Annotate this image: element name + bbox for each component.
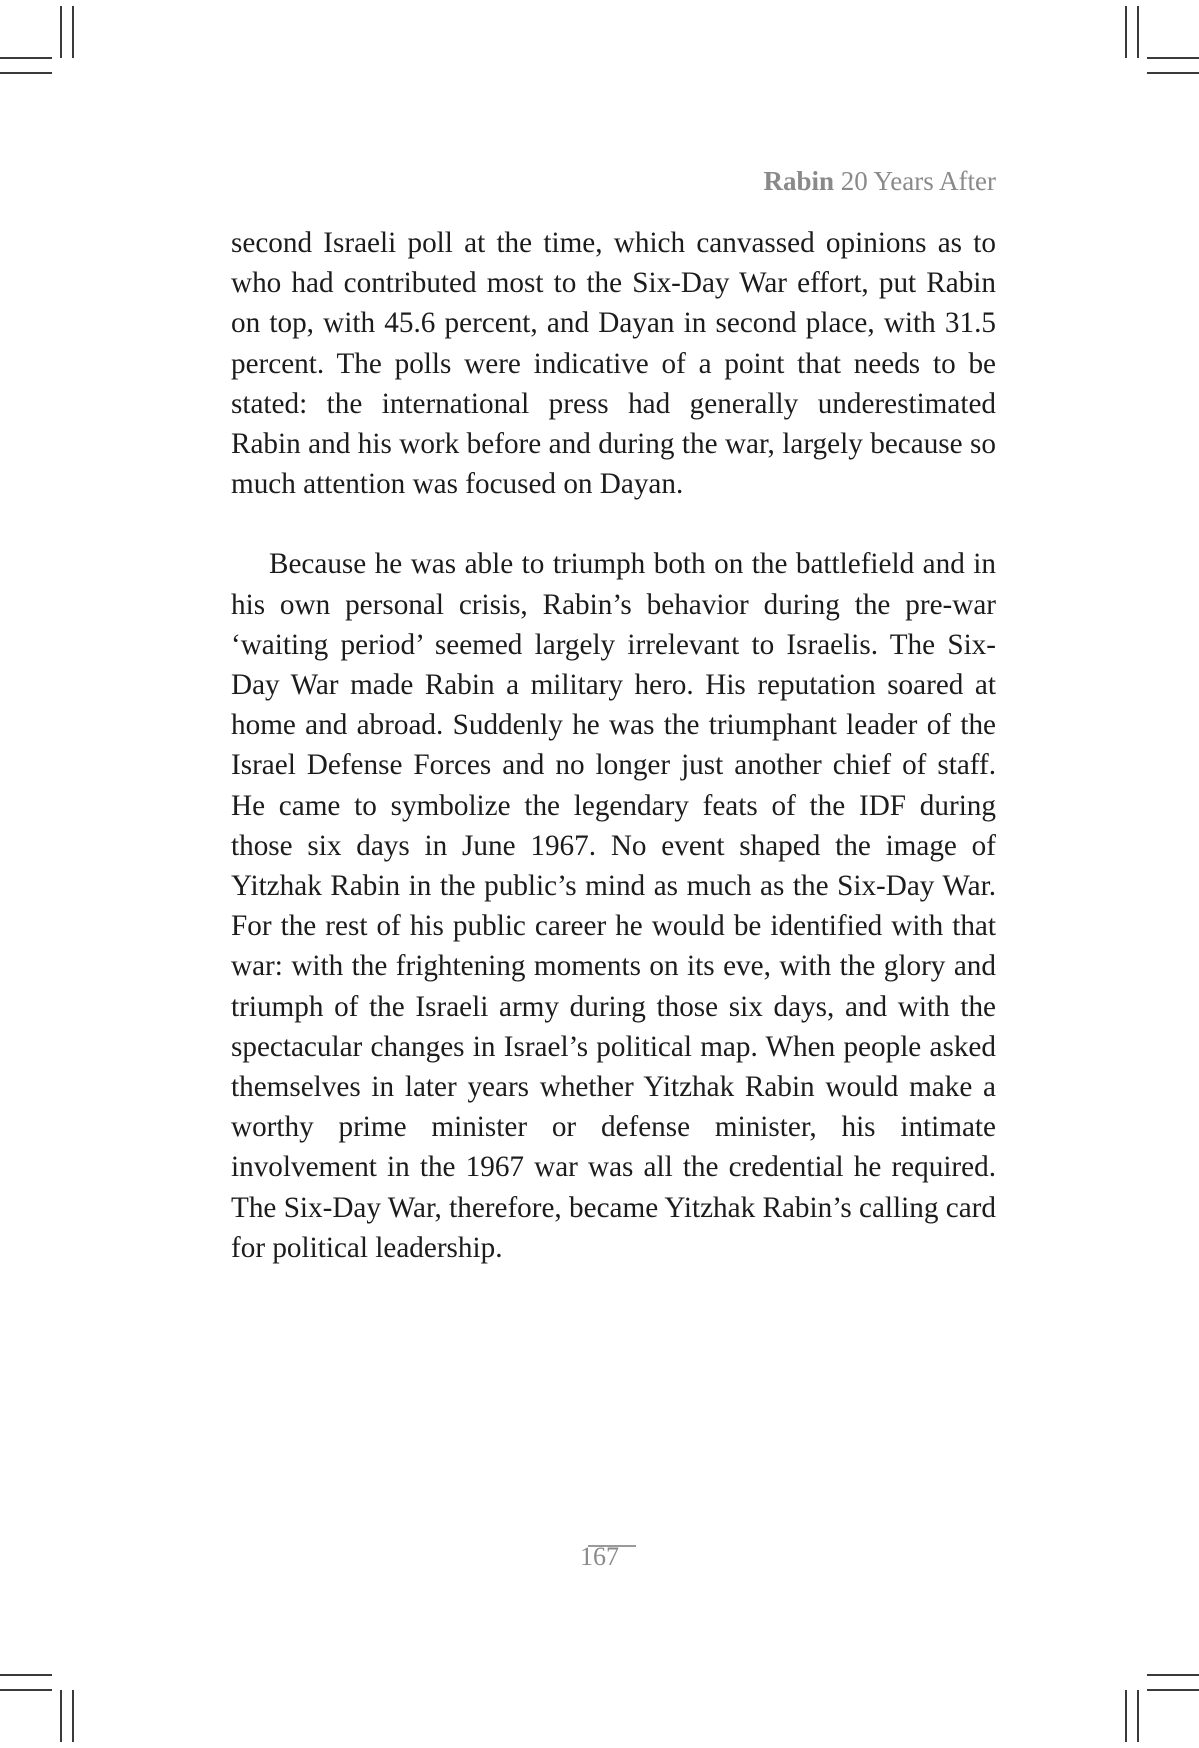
crop-mark [0, 1689, 52, 1691]
crop-mark [60, 1690, 62, 1742]
crop-mark [72, 1690, 74, 1742]
crop-mark [72, 6, 74, 58]
running-header-title-bold: Rabin [763, 166, 834, 196]
crop-mark [1125, 6, 1127, 58]
crop-mark [0, 57, 52, 59]
crop-mark [60, 6, 62, 58]
paragraph: second Israeli poll at the time, which canvassed opinions as to who had contributed most to the Six-Day War effort, put Rabin on top, with 45.6 percent, and Dayan in second place, with 31.5 percent. The polls were indicative of a point that needs to be stated: the international press had generally underestimated Rabin and his work before and during the war, largely because so much attention was focused on Dayan. [231, 227, 996, 501]
crop-mark [1147, 1674, 1199, 1676]
crop-mark [0, 72, 52, 74]
crop-mark [0, 1674, 52, 1676]
page-number: 167 [580, 1542, 619, 1571]
running-header [763, 166, 996, 197]
crop-mark [1147, 72, 1199, 74]
running-header-title-rest: 20 Years After [834, 166, 996, 196]
crop-mark [1137, 1690, 1139, 1742]
crop-mark [1137, 6, 1139, 58]
paragraph: Because he was able to triumph both on the battlefield and in his own personal crisis, Rabin’s behavior during the pre-war ‘waiting period’ seemed largely irrelevant to Israelis. The Six-Day War made Rabin a military hero. His reputation soared at home and abroad. Suddenly he was the triumphant leader of the Israel Defense Forces and no longer just another chief of staff. He came to symbolize the legendary feats of the IDF during those six days in June 1967. No event shaped the image of Yitzhak Rabin in the public’s mind as much as the Six-Day War. For the rest of his public career he would be identified with that war: with the frightening moments on its eve, with the glory and triumph of the Israeli army during those six days, and with the spectacular changes in Israel’s political map. When people asked themselves in later years whether Yitzhak Rabin would make a worthy prime minister or defense minister, his intimate involvement in the 1967 war was all the credential he required. The Six-Day War, therefore, became Yitzhak Rabin’s calling card for political leadership. [231, 548, 996, 1264]
crop-mark [1147, 57, 1199, 59]
body-text [231, 223, 996, 1268]
crop-mark [1147, 1689, 1199, 1691]
crop-mark [1125, 1690, 1127, 1742]
